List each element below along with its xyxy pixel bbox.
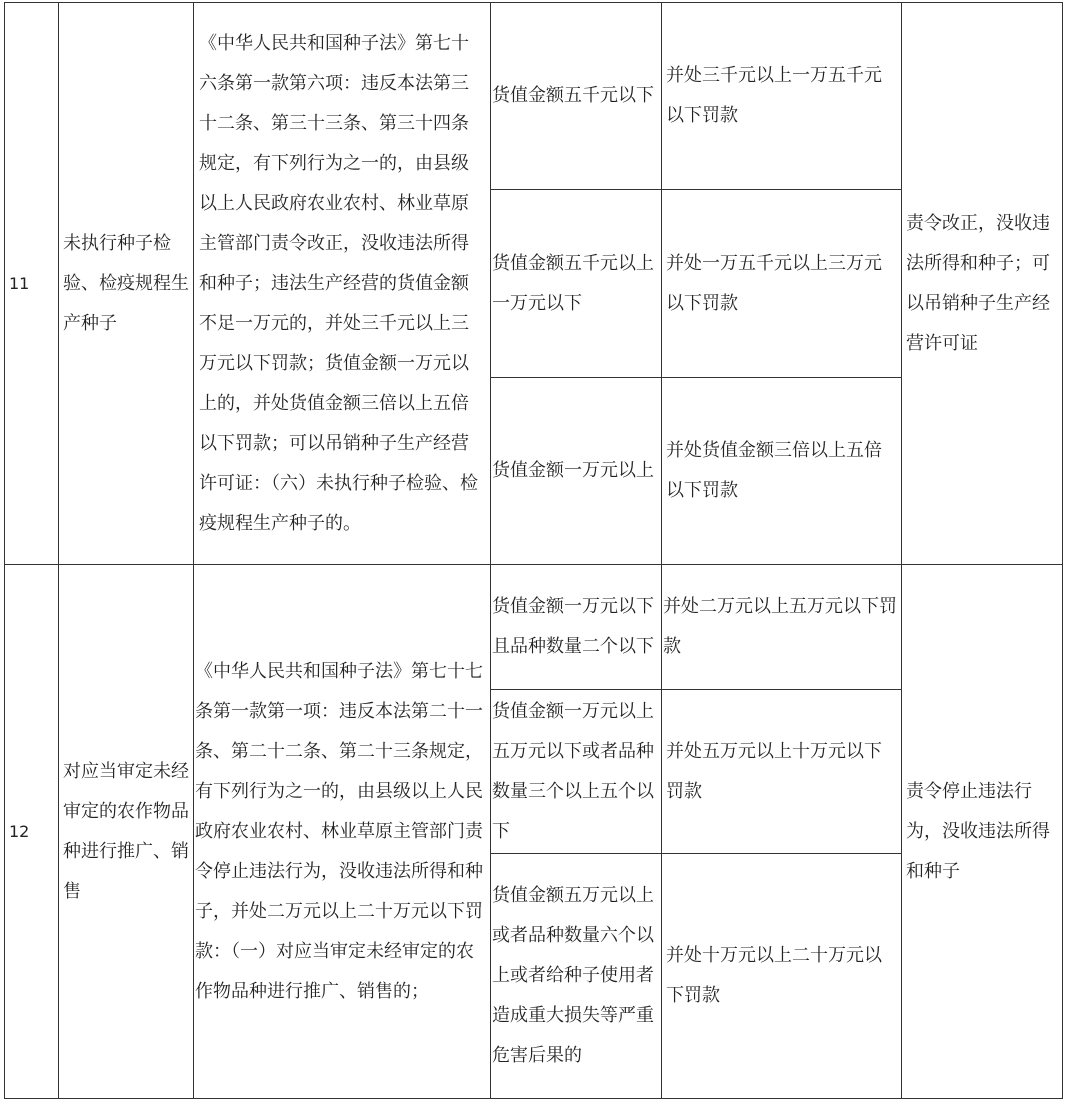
legal-basis: 《中华人民共和国种子法》第七十六条第一款第六项：违反本法第三十二条、第三十三条、第三十四条规定，有下列行为之一的，由县级以上人民政府农业农村、林业草原主管部门责令改正，没收违法所得和种子；违法生产经营的货值金额不足一万元的，并处三千元以上三万元以下罚款；货值金额一万元以上的，并处货值金额三倍以上五倍以下罚款；可以吊销种子生产经营许可证：（六）未执行种子检验、检疫规程生产种子的。: [194, 3, 491, 565]
tier-condition: 货值金额五千元以下: [491, 3, 662, 190]
tier-penalty: 并处五万元以上十万元以下罚款: [662, 690, 902, 854]
tier-condition: 货值金额五万元以上或者品种数量六个以上或者给种子使用者造成重大损失等严重危害后果的: [491, 854, 662, 1099]
penalty-table: [4, 2, 1063, 1099]
tier-penalty: 并处货值金额三倍以上五倍以下罚款: [662, 378, 902, 565]
tier-penalty: 并处十万元以上二十万元以下罚款: [662, 854, 902, 1099]
row-number: 12: [5, 565, 59, 1099]
violation-item: 未执行种子检验、检疫规程生产种子: [59, 3, 194, 565]
violation-item: 对应当审定未经审定的农作物品种进行推广、销售: [59, 565, 194, 1099]
tier-condition: 货值金额一万元以上五万元以下或者品种数量三个以上五个以下: [491, 690, 662, 854]
table-row: [5, 565, 1063, 690]
penalty-action: 责令停止违法行为，没收违法所得和种子: [902, 565, 1063, 1099]
tier-condition: 货值金额一万元以下且品种数量二个以下: [491, 565, 662, 690]
penalty-action: 责令改正，没收违法所得和种子；可以吊销种子生产经营许可证: [902, 3, 1063, 565]
tier-penalty: 并处一万五千元以上三万元以下罚款: [662, 190, 902, 378]
row-number: 11: [5, 3, 59, 565]
tier-condition: 货值金额一万元以上: [491, 378, 662, 565]
table-row: [5, 3, 1063, 190]
tier-condition: 货值金额五千元以上一万元以下: [491, 190, 662, 378]
tier-penalty: 并处三千元以上一万五千元以下罚款: [662, 3, 902, 190]
tier-penalty: 并处二万元以上五万元以下罚款: [662, 565, 902, 690]
legal-basis: 《中华人民共和国种子法》第七十七条第一款第一项：违反本法第二十一条、第二十二条、第二十三条规定，有下列行为之一的，由县级以上人民政府农业农村、林业草原主管部门责令停止违法行为，没收违法所得和种子，并处二万元以上二十万元以下罚款：（一）对应当审定未经审定的农作物品种进行推广、销售的；: [194, 565, 491, 1099]
